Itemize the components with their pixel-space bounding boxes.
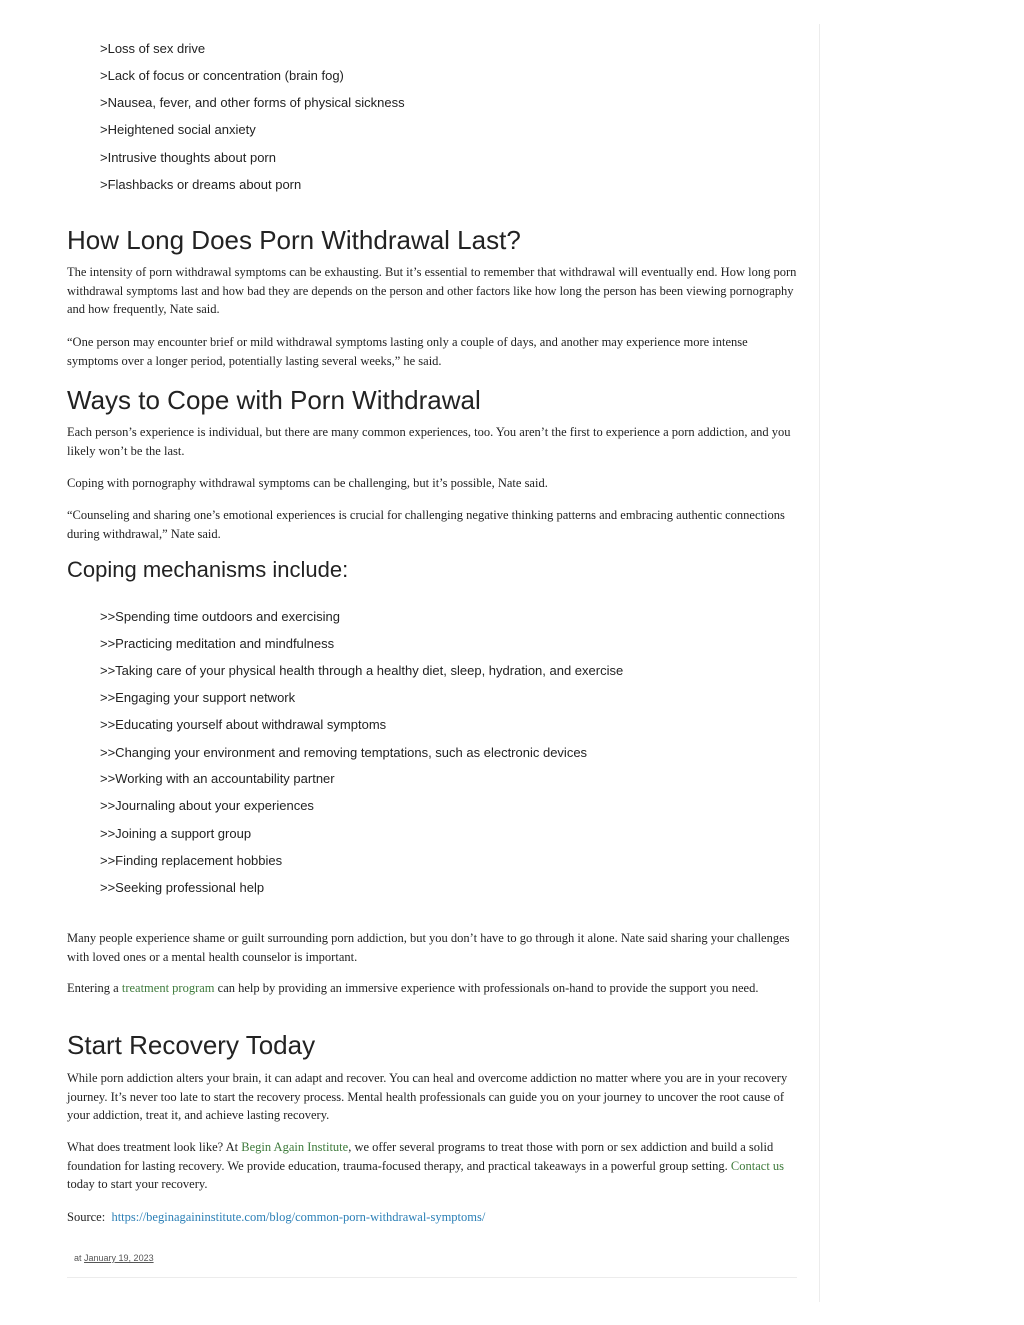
post-footer-meta	[74, 1253, 154, 1263]
heading-ways-to-cope: Ways to Cope with Porn Withdrawal	[67, 385, 481, 415]
text: , we offer several programs to treat those with porn or sex addiction and build a solid foundation for lasting recovery. We provide education, trauma-focused therapy, and practical takeaways in a powerful group setting.	[67, 1140, 774, 1173]
paragraph-programs	[67, 1138, 797, 1194]
contact-us-link[interactable]: Contact us	[730, 1158, 785, 1173]
paragraph: Many people experience shame or guilt surrounding porn addiction, but you don’t have to go through it alone. Nate said sharing your challenges with loved ones or a mental health counselor is important.	[67, 931, 790, 964]
list-item: >>Finding replacement hobbies	[100, 853, 283, 868]
paragraph: The intensity of porn withdrawal symptoms can be exhausting. But it’s essential to remember that withdrawal will eventually end. How long porn withdrawal symptoms last and how bad they are depends on the person and other factors like how long the person has been viewing pornography and how frequently, Nate said.	[67, 265, 797, 317]
list-item: >>Journaling about your experiences	[100, 798, 314, 813]
at-label: at	[74, 1253, 82, 1263]
footer-divider	[67, 1277, 797, 1278]
list-item: >Lack of focus or concentration (brain fog)	[100, 68, 344, 83]
post-date-link[interactable]: January 19, 2023	[84, 1253, 154, 1263]
treatment-program-link[interactable]: treatment program	[121, 981, 215, 995]
list-item: >>Educating yourself about withdrawal symptoms	[100, 717, 387, 732]
list-item: >>Joining a support group	[100, 826, 252, 841]
source-line	[67, 1208, 797, 1227]
list-item: >Nausea, fever, and other forms of physical sickness	[100, 95, 405, 110]
begin-again-institute-link[interactable]: Begin Again Institute	[241, 1140, 349, 1154]
list-item: >>Engaging your support network	[100, 690, 296, 705]
paragraph: While porn addiction alters your brain, it can adapt and recover. You can heal and overcome addiction no matter where you are in your recovery journey. It’s never too late to start the recovery process. Mental health professionals can guide you on your journey to uncover the root cause of your addiction, treat it, and achieve lasting recovery.	[67, 1071, 788, 1123]
text: today to start your recovery.	[67, 1177, 208, 1192]
text: Entering a	[67, 981, 122, 995]
text: can help by providing an immersive experience with professionals on-hand to provide the support you need.	[214, 981, 759, 995]
paragraph-treatment	[67, 979, 797, 998]
source-url-link[interactable]: https://beginagaininstitute.com/blog/common-porn-withdrawal-symptoms/	[111, 1210, 486, 1224]
source-label: Source:	[67, 1210, 106, 1224]
list-item: >>Taking care of your physical health through a healthy diet, sleep, hydration, and exercise	[100, 663, 624, 678]
paragraph: “Counseling and sharing one’s emotional experiences is crucial for challenging negative thinking patterns and embracing authentic connections during withdrawal,” Nate said.	[67, 508, 785, 541]
list-item: >>Practicing meditation and mindfulness	[100, 636, 335, 651]
paragraph: Coping with pornography withdrawal symptoms can be challenging, but it’s possible, Nate said.	[67, 476, 548, 490]
heading-coping-mechanisms: Coping mechanisms include:	[67, 557, 349, 582]
heading-withdrawal-duration: How Long Does Porn Withdrawal Last?	[67, 225, 521, 255]
heading-start-recovery: Start Recovery Today	[67, 1030, 316, 1060]
list-item: >>Spending time outdoors and exercising	[100, 609, 340, 624]
list-item: >>Changing your environment and removing temptations, such as electronic devices	[100, 745, 588, 760]
list-item: >Flashbacks or dreams about porn	[100, 177, 302, 192]
paragraph: “One person may encounter brief or mild withdrawal symptoms lasting only a couple of days, and another may experience more intense symptoms over a longer period, potentially lasting several weeks,” he said.	[67, 335, 748, 368]
list-item: >Heightened social anxiety	[100, 122, 256, 137]
list-item: >Intrusive thoughts about porn	[100, 150, 276, 165]
list-item: >>Seeking professional help	[100, 880, 265, 895]
list-item: >Loss of sex drive	[100, 41, 206, 56]
text: What does treatment look like? At	[67, 1140, 242, 1154]
paragraph: Each person’s experience is individual, but there are many common experiences, too. You aren’t the first to experience a porn addiction, and you likely won’t be the last.	[67, 425, 791, 458]
list-item: >>Working with an accountability partner	[100, 771, 335, 786]
